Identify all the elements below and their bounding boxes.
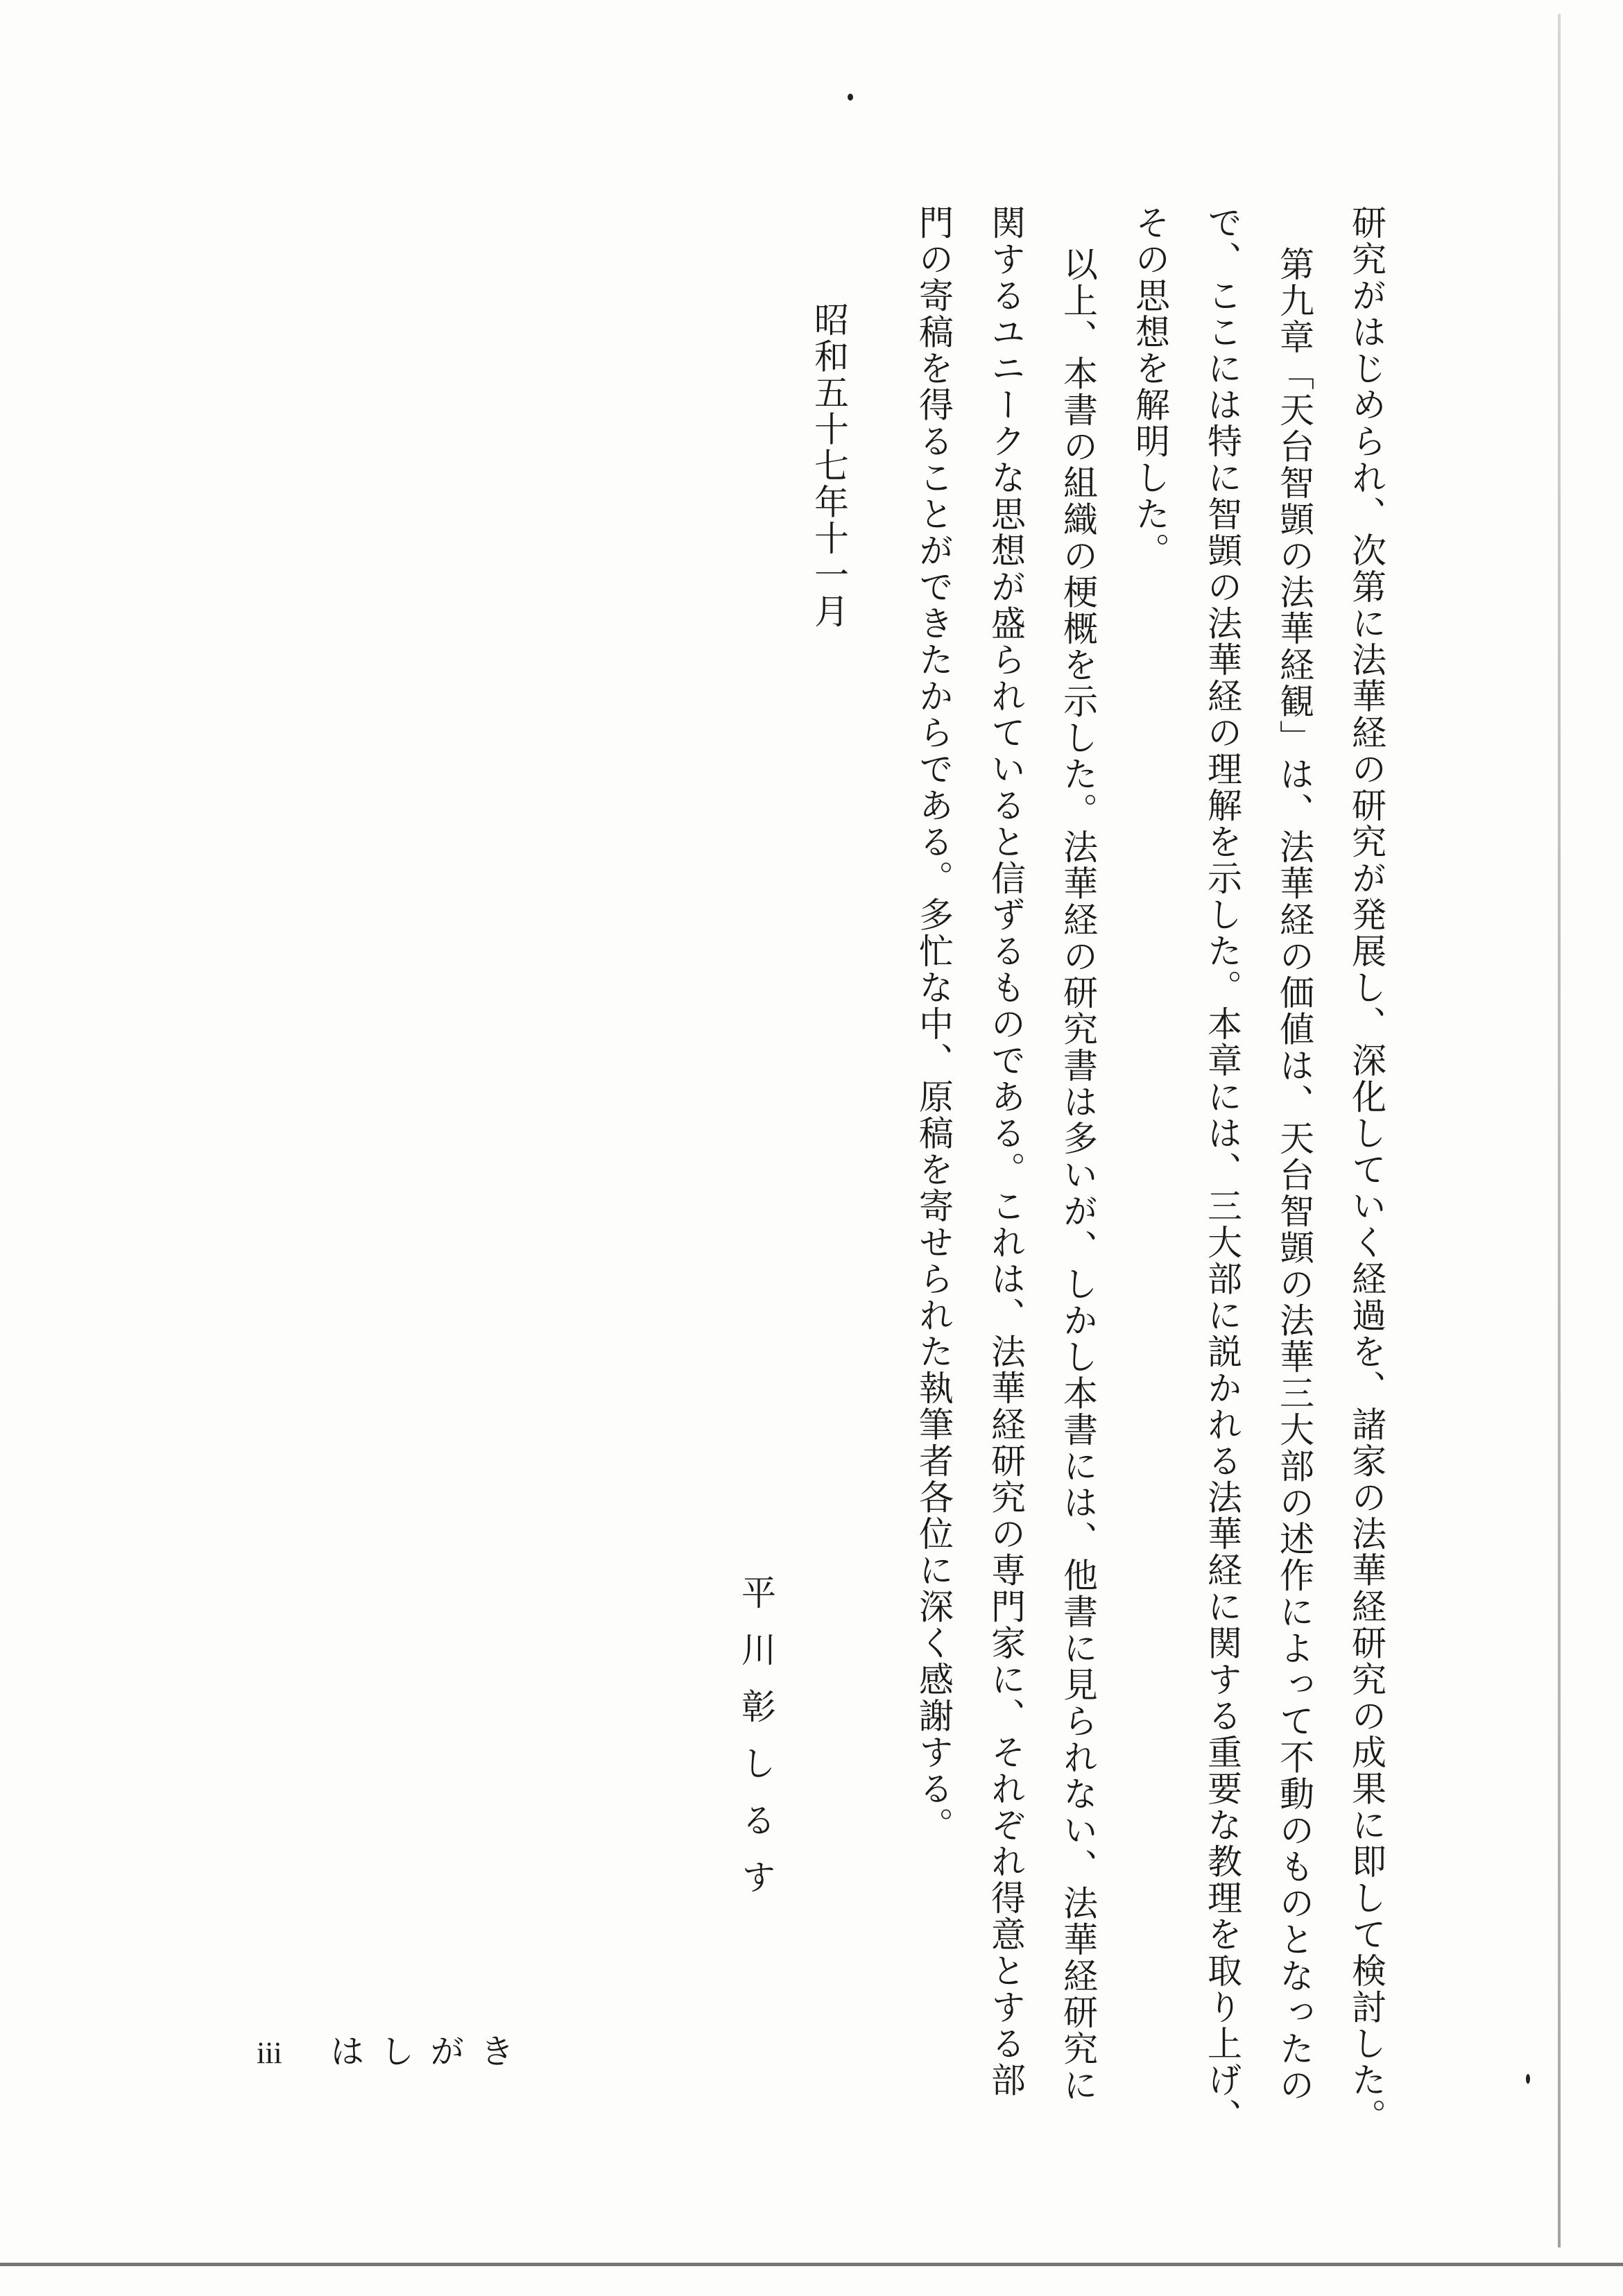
date-line: 昭和五十七年十一月 bbox=[809, 302, 849, 630]
body-column-7: 門の寄稿を得ることができたからである。多忙な中、原稿を寄せられた執筆者各位に深く感謝する。 bbox=[913, 205, 954, 1844]
body-column-3: で、ここには特に智顗の法華経の理解を示した。本章には、三大部に説かれる法華経に関する重要な教理を取り上げ、 bbox=[1202, 205, 1242, 2135]
running-title: はしがき bbox=[330, 2032, 531, 2071]
ink-speck bbox=[1526, 2074, 1530, 2084]
body-column-5: 以上、本書の組織の梗概を示した。法華経の研究書は多いが、しかし本書には、他書に見られない、法華経研究に bbox=[1058, 246, 1098, 2104]
binding-edge bbox=[1558, 14, 1561, 2247]
body-column-2: 第九章「天台智顗の法華経観」は、法華経の価値は、天台智顗の法華三大部の述作によって不動のものとなったの bbox=[1274, 246, 1314, 2104]
author-signature: 平川彰しるす bbox=[736, 1575, 776, 1916]
body-column-6: 関するユニークな思想が盛られていると信ずるものである。これは、法華経研究の専門家に、それぞれ得意とする部 bbox=[986, 205, 1026, 2098]
body-column-1: 研究がはじめられ、次第に法華経の研究が発展し、深化していく経過を、諸家の法華経研究の成果に即して検討した。 bbox=[1346, 205, 1386, 2135]
ink-speck bbox=[848, 94, 853, 101]
page-footer bbox=[257, 2031, 531, 2074]
bottom-edge bbox=[0, 2263, 1623, 2266]
page-number: iii bbox=[257, 2036, 282, 2070]
body-column-4: その思想を解明した。 bbox=[1130, 205, 1170, 569]
